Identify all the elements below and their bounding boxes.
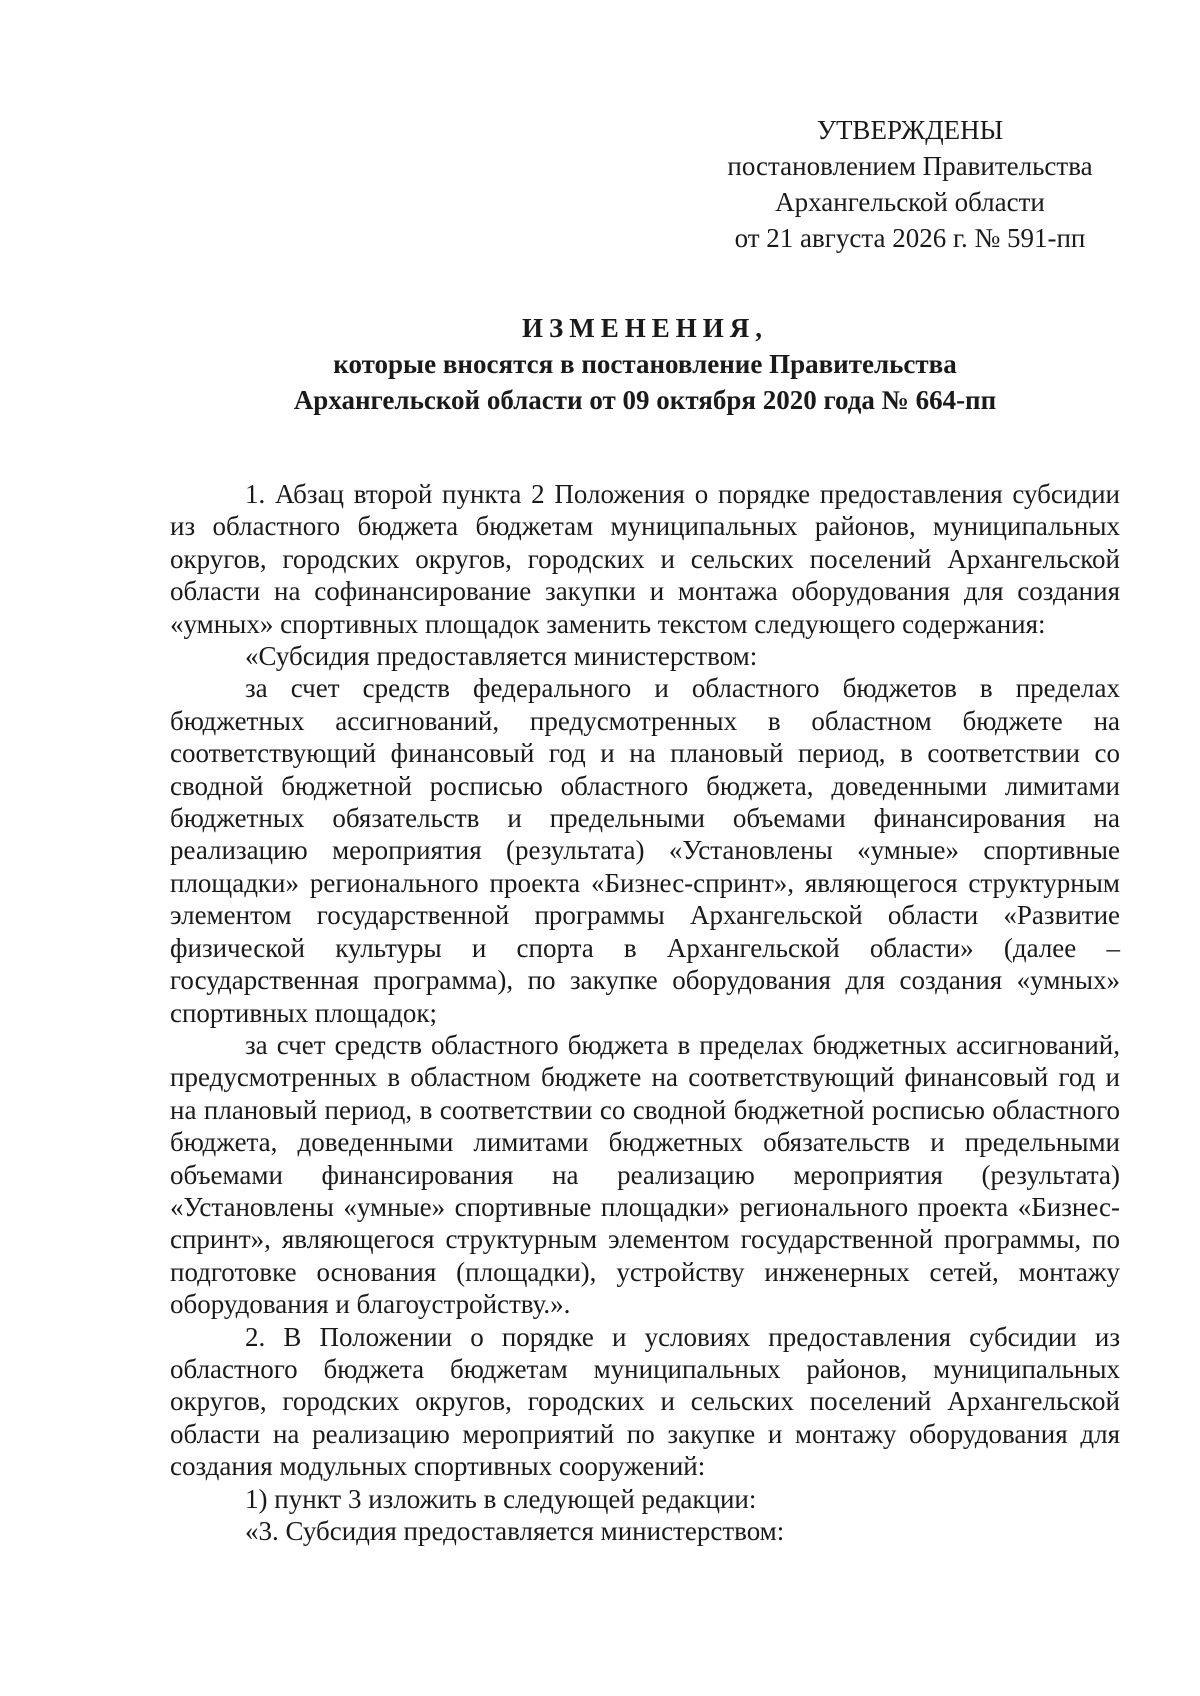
document-subtitle-line-1: которые вносятся в постановление Правительства: [333, 349, 957, 379]
approval-title: УТВЕРЖДЕНЫ: [816, 115, 1004, 145]
paragraph-item-1: 1. Абзац второй пункта 2 Положения о порядке предоставления субсидии из областного бюджета бюджетам муниципальных районов, муниципальных округов, городских округов, городских и сельских поселений Архангельской области на софинансирование закупки и монтажа оборудования для создания «умных» спортивных площадок заменить текстом следующего содержания:: [170, 479, 1120, 639]
approval-region: Архангельской области: [775, 187, 1045, 217]
paragraph-regional-funds: за счет средств областного бюджета в пределах бюджетных ассигнований, предусмотренных в областном бюджете на соответствующий финансовый год и на плановый период, в соответствии со сводной бюджетной росписью областного бюджета, доведенными лимитами бюджетных обязательств и предельными объемами финансирования на реализацию мероприятия (результата) «Установлены «умные» спортивные площадки» регионального проекта «Бизнес-спринт», являющегося структурным элементом государственной программы, по подготовке основания (площадки), устройству инженерных сетей, монтажу оборудования и благоустройству.».: [170, 1029, 1120, 1320]
paragraph-quote-start: «Субсидия предоставляется министерством:: [245, 641, 758, 672]
paragraph-item-2: 2. В Положении о порядке и условиях предоставления субсидии из областного бюджета бюджетам муниципальных районов, муниципальных округов, городских округов, городских и сельских поселений Архангельской области на реализацию мероприятий по закупке и монтажу оборудования для создания модульных спортивных сооружений:: [170, 1321, 1120, 1482]
paragraph-federal-funds: за счет средств федерального и областного бюджетов в пределах бюджетных ассигнований, предусмотренных в областном бюджете на соответствующий финансовый год и на плановый период, в соответствии со сводной бюджетной росписью областного бюджета, доведенными лимитами бюджетных обязательств и предельными объемами финансирования на реализацию мероприятия (результата) «Установлены «умные» спортивные площадки» регионального проекта «Бизнес-спринт», являющегося структурным элементом государственной программы Архангельской области «Развитие физической культуры и спорта в Архангельской области» (далее – государственная программа), по закупке оборудования для создания «умных» спортивных площадок;: [170, 673, 1120, 1028]
paragraph-subitem-1: 1) пункт 3 изложить в следующей редакции:: [245, 1483, 757, 1514]
document-subtitle-line-2: Архангельской области от 09 октября 2020 года № 664-пп: [293, 385, 997, 415]
document-body: [170, 478, 1120, 1547]
document-heading: [170, 310, 1120, 418]
document-title: ИЗМЕНЕНИЯ,: [521, 313, 768, 343]
approval-authority: постановлением Правительства: [727, 151, 1093, 181]
paragraph-quote-item-3: «3. Субсидия предоставляется министерством:: [245, 1516, 785, 1546]
approval-stamp: [700, 112, 1120, 256]
approval-date-number: от 21 августа 2026 г. № 591-пп: [734, 223, 1086, 253]
